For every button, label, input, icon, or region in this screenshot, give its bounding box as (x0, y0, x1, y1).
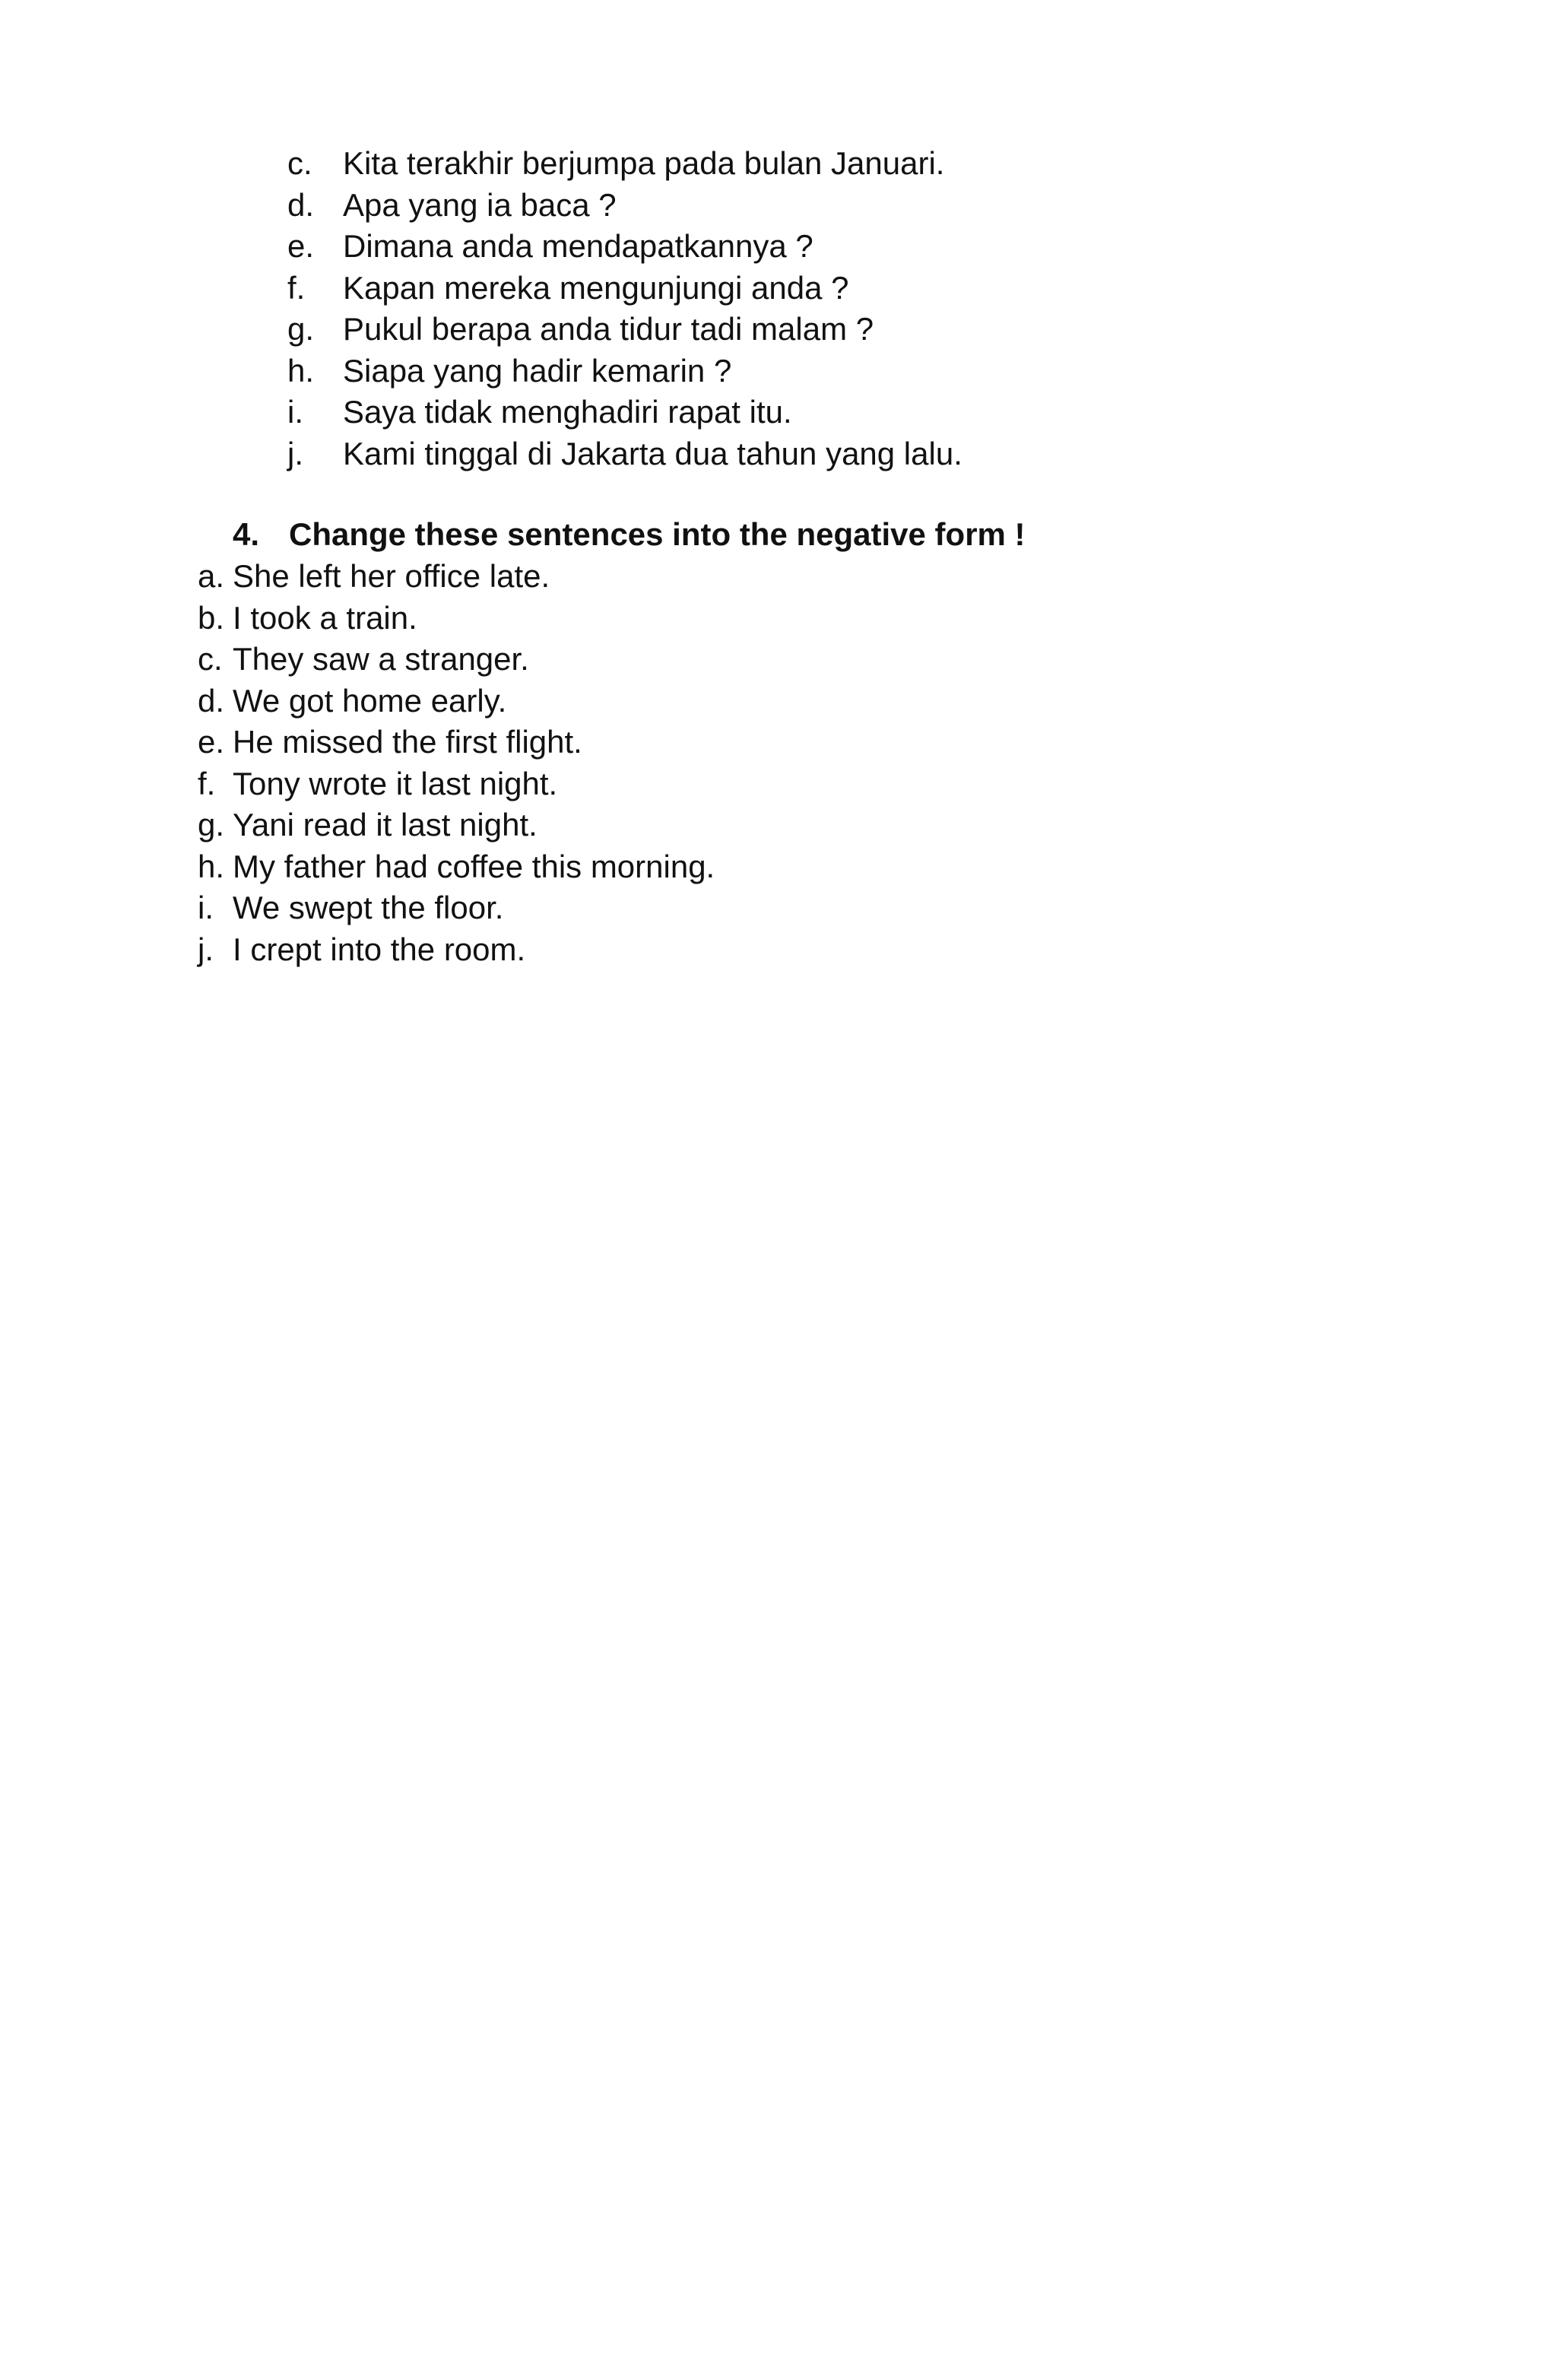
section-number: 4. (233, 516, 260, 552)
item-marker: g. (198, 807, 225, 843)
item-text: I took a train. (233, 599, 417, 636)
item-marker: c. (198, 641, 223, 677)
item-text: They saw a stranger. (233, 641, 529, 677)
item-marker: h. (198, 848, 225, 884)
item-text: Pukul berapa anda tidur tadi malam ? (343, 311, 874, 347)
item-text: Dimana anda mendapatkannya ? (343, 228, 813, 264)
item-text: Kami tinggal di Jakarta dua tahun yang lalu. (343, 435, 962, 471)
item-text: He missed the first flight. (233, 724, 582, 760)
section-title: Change these sentences into the negative form ! (289, 516, 1026, 552)
item-marker: i. (198, 890, 214, 925)
item-text: I crept into the room. (233, 931, 526, 967)
item-marker: d. (198, 682, 225, 719)
item-text: Apa yang ia baca ? (343, 186, 617, 223)
item-marker: a. (198, 558, 225, 594)
item-marker: c. (287, 145, 312, 181)
item-text: Kita terakhir berjumpa pada bulan Januari. (343, 145, 945, 181)
item-marker: f. (287, 269, 306, 306)
item-marker: f. (198, 765, 216, 801)
item-text: Kapan mereka mengunjungi anda ? (343, 269, 849, 306)
item-marker: j. (198, 931, 214, 967)
item-marker: e. (287, 228, 315, 264)
item-text: Tony wrote it last night. (233, 765, 558, 801)
item-marker: b. (198, 599, 225, 636)
item-marker: e. (198, 724, 225, 760)
item-marker: i. (287, 394, 303, 430)
item-marker: d. (287, 186, 315, 223)
item-text: Siapa yang hadir kemarin ? (343, 352, 732, 389)
item-marker: j. (287, 435, 303, 471)
item-text: Saya tidak menghadiri rapat itu. (343, 394, 792, 430)
item-text: My father had coffee this morning. (233, 848, 715, 884)
item-marker: g. (287, 311, 315, 347)
item-text: Yani read it last night. (233, 807, 537, 843)
item-marker: h. (287, 352, 315, 389)
item-text: We got home early. (233, 682, 507, 719)
item-text: We swept the floor. (233, 890, 504, 925)
item-text: She left her office late. (233, 558, 550, 594)
